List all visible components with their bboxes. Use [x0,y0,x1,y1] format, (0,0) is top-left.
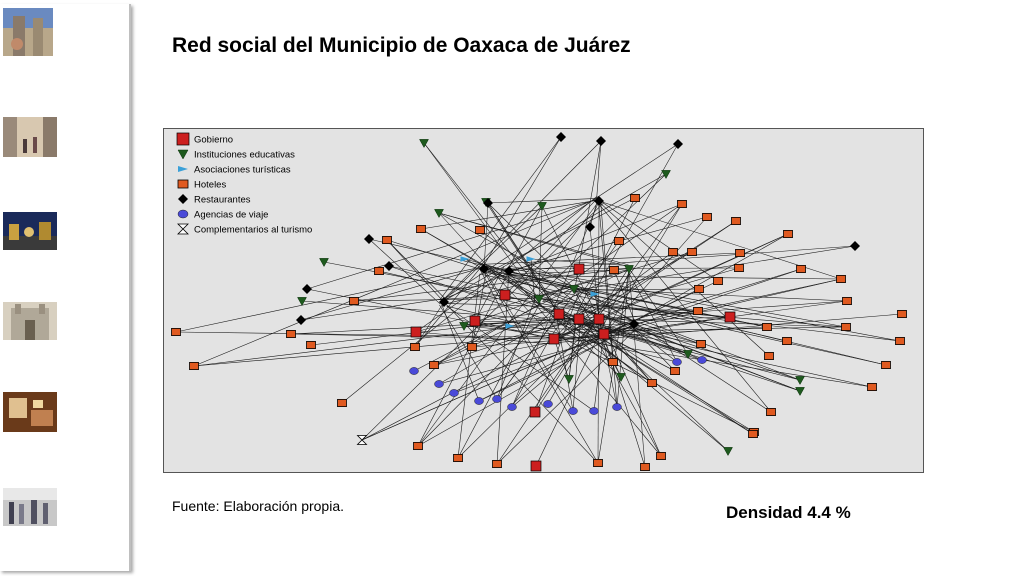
legend-circle-icon [178,210,188,218]
node-small-square [749,430,758,437]
node-small-square [735,264,744,271]
node-small-square [843,297,852,304]
node-square [411,327,421,337]
night-plaza-photo [3,212,57,250]
node-small-square [784,230,793,237]
node-square [554,309,564,319]
node-circle [508,403,517,410]
node-small-square [338,399,347,406]
node-square [531,461,541,471]
legend-label: Agencias de viaje [194,209,269,221]
node-small-square [631,194,640,201]
node-small-square [594,459,603,466]
network-graph [163,128,924,473]
legend-label: Instituciones educativas [194,149,295,161]
node-square [574,264,584,274]
node-small-square [287,330,296,337]
thumbnail-4[interactable] [3,302,57,340]
node-circle [673,358,682,365]
node-small-square [688,248,697,255]
node-small-square [468,343,477,350]
thumbnail-3[interactable] [3,212,57,250]
legend-label: Restaurantes [194,194,251,206]
node-small-square [697,340,706,347]
thumbnail-2[interactable] [3,117,57,157]
node-circle [450,389,459,396]
node-small-square [172,328,181,335]
node-square [574,314,584,324]
node-small-square [694,307,703,314]
node-circle [590,407,599,414]
node-small-square [454,454,463,461]
node-small-square [842,323,851,330]
node-small-square [763,323,772,330]
crowd-street-photo [3,488,57,526]
node-square [725,312,735,322]
node-small-square [678,200,687,207]
node-small-square [648,379,657,386]
node-small-square [411,343,420,350]
node-small-square [493,460,502,467]
node-square [500,290,510,300]
source-note: Fuente: Elaboración propia. [172,498,344,514]
street-photo [3,117,57,157]
slide-thumbnail-strip [0,4,131,571]
node-small-square [882,361,891,368]
node-small-square [414,442,423,449]
node-circle [410,367,419,374]
node-small-square [307,341,316,348]
node-small-square [190,362,199,369]
thumbnail-1[interactable] [3,8,57,56]
legend-small-square-icon [178,180,188,188]
node-square [549,334,559,344]
node-small-square [671,367,680,374]
node-square [599,329,609,339]
legend-label: Hoteles [194,179,227,191]
density-value: Densidad 4.4 % [726,503,851,522]
cathedral-photo [3,8,53,56]
node-small-square [783,337,792,344]
node-circle [475,397,484,404]
node-small-square [736,249,745,256]
legend-item [177,133,233,146]
node-small-square [797,265,806,272]
node-circle [493,395,502,402]
legend-label: Complementarios al turismo [194,224,313,236]
node-small-square [714,277,723,284]
node-small-square [669,248,678,255]
node-small-square [896,337,905,344]
node-small-square [657,452,666,459]
node-circle [569,407,578,414]
node-small-square [383,236,392,243]
node-square [470,316,480,326]
node-small-square [837,275,846,282]
hotel-room-photo [3,392,57,432]
church-facade-photo [3,302,57,340]
node-small-square [868,383,877,390]
node-small-square [610,266,619,273]
thumbnail-5[interactable] [3,392,57,432]
node-small-square [695,285,704,292]
node-square [594,314,604,324]
node-small-square [898,310,907,317]
thumbnail-6[interactable] [3,488,57,526]
legend-item [178,224,312,236]
node-circle [435,380,444,387]
node-small-square [615,237,624,244]
network-graph-canvas [164,129,923,472]
node-small-square [703,213,712,220]
node-small-square [767,408,776,415]
slide-title: Red social del Municipio de Oaxaca de Juárez [172,34,631,57]
legend-label: Gobierno [194,134,234,146]
node-small-square [476,226,485,233]
node-small-square [375,267,384,274]
node-small-square [430,361,439,368]
node-square [530,407,540,417]
node-small-square [417,225,426,232]
node-small-square [350,297,359,304]
legend-square-icon [177,133,189,145]
node-small-square [732,217,741,224]
legend-label: Asociaciones turísticas [194,164,291,176]
node-circle [613,403,622,410]
node-small-square [609,358,618,365]
node-circle [544,400,553,407]
node-circle [698,356,707,363]
legend-item [178,150,295,161]
node-small-square [765,352,774,359]
legend-item [178,165,291,176]
node-small-square [641,463,650,470]
